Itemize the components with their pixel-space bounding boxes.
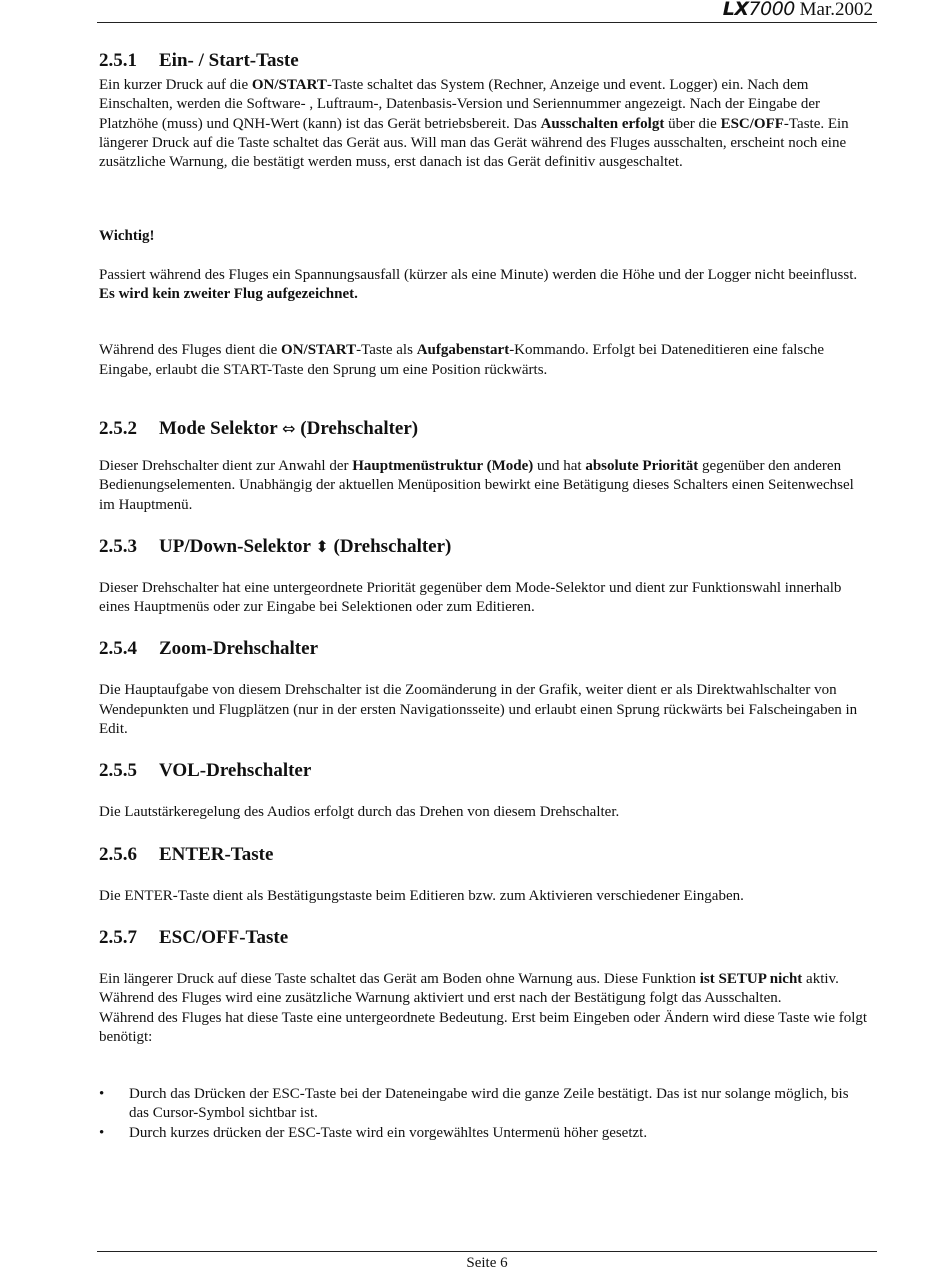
paragraph-zoom: Die Hauptaufgabe von diesem Drehschalter ist die Zoomänderung in der Grafik, weiter dient er als Direktwahlschalter von Wendepunkten und Flugplätzen (nur in der ersten Navigationsseite) und erlaubt einen Sprung rückwärts bei Falscheingaben in Edit. — [99, 682, 858, 738]
text: gegenüber den anderen Bedienungselementen. Unabhängig der aktuellen Menüposition bewirkt eine Betätigung dieses Schalters einen Seitenwechsel im Hauptmenü. — [99, 457, 854, 513]
section-number: 2.5.1 — [99, 50, 137, 71]
section-number: 2.5.5 — [99, 760, 137, 782]
list-item — [99, 1124, 871, 1143]
text: -Taste schaltet das System (Rechner, Anzeige und event. Logger) ein. Nach dem Einschalten, werden die Software- , Luftraum-, Datenbasis-Version und Seriennummer angezeigt. Nach der Eingabe der Platzhöhe (muss) und QNH-Wert (kann) ist das Gerät betriebsbereit. Das — [99, 77, 820, 132]
section-title-suffix: (Drehschalter) — [295, 417, 419, 439]
bullet-icon: • — [99, 1124, 105, 1141]
paragraph-vol: Die Lautstärkeregelung des Audios erfolgt durch das Drehen von diesem Drehschalter. — [99, 804, 620, 821]
text: Dieser Drehschalter dient zur Anwahl der — [99, 457, 353, 474]
section-title: ESC/OFF-Taste — [159, 926, 289, 948]
text: über die — [664, 115, 721, 132]
text: und hat — [533, 457, 586, 474]
section-title-suffix: (Drehschalter) — [328, 535, 452, 557]
list-item-text: Durch das Drücken der ESC-Taste bei der Dateneingabe wird die ganze Zeile bestätigt. Das ist nur solange möglich, bis das Cursor-Symbol sichtbar ist. — [129, 1086, 849, 1122]
section-number: 2.5.4 — [99, 638, 137, 660]
section-title: ENTER-Taste — [159, 843, 274, 865]
bullet-list — [99, 1085, 871, 1143]
paragraph-spannungsausfall — [99, 266, 871, 305]
section-number: 2.5.3 — [99, 535, 137, 557]
page-header — [97, 0, 877, 23]
section-heading-2-5-1 — [99, 49, 871, 73]
list-item-text: Durch kurzes drücken der ESC-Taste wird ein vorgewähltes Untermenü höher gesetzt. — [129, 1124, 648, 1141]
text: -Taste als — [356, 342, 417, 359]
header-right — [723, 0, 873, 21]
logo-number: 7000 — [748, 0, 795, 20]
wichtig-text: Wichtig! — [99, 228, 155, 245]
text: Passiert während des Fluges ein Spannungsausfall (kürzer als eine Minute) werden die Höhe und der Logger nicht beeinflusst. — [99, 266, 858, 283]
document-body — [99, 49, 871, 1143]
paragraph-enter: Die ENTER-Taste dient als Bestätigungstaste beim Editieren bzw. zum Aktivieren verschiedener Eingaben. — [99, 887, 744, 904]
bold-text: Es wird kein zweiter Flug aufgezeichnet. — [99, 286, 358, 303]
bold-text: ist SETUP nicht — [699, 970, 803, 987]
section-heading-2-5-6 — [99, 843, 871, 867]
text: -Taste. Ein längerer Druck auf die Taste schaltet das Gerät aus. Will man das Gerät während des Fluges ausschalten, erscheint noch eine zusätzliche Warnung, die bestätigt werden muss, erst danach ist das Gerät definitiv ausgeschaltet. — [99, 115, 849, 171]
paragraph-esc-usage: Während des Fluges hat diese Taste eine untergeordnete Bedeutung. Erst beim Eingeben oder Ändern wird diese Taste wie folgt benötigt: — [99, 1009, 868, 1045]
section-number: 2.5.2 — [99, 417, 137, 439]
page-number: Seite 6 — [466, 1255, 508, 1271]
logo-lx: LX — [722, 0, 749, 20]
lx7000-logo — [723, 0, 795, 20]
header-date: Mar.2002 — [799, 0, 873, 20]
paragraph-esc-off — [99, 970, 871, 1009]
paragraph-mode-selektor — [99, 457, 871, 515]
page-footer — [97, 1251, 877, 1272]
section-number: 2.5.7 — [99, 926, 137, 948]
paragraph-aufgabenstart — [99, 341, 871, 380]
bold-text: Aufgabenstart — [416, 342, 510, 359]
section-title: Mode Selektor — [159, 417, 283, 439]
bold-text: Hauptmenüstruktur (Mode) — [352, 457, 534, 474]
list-item — [99, 1085, 871, 1124]
bold-text: ON/START — [281, 342, 357, 359]
bold-text: absolute Priorität — [585, 457, 699, 474]
up-down-arrow-icon: ⬍ — [315, 536, 329, 556]
section-title: Zoom-Drehschalter — [159, 638, 319, 660]
section-title: VOL-Drehschalter — [159, 760, 312, 782]
section-heading-2-5-2 — [99, 417, 871, 441]
section-heading-2-5-4 — [99, 637, 871, 661]
text: aktiv. Während des Fluges wird eine zusätzliche Warnung aktiviert und erst nach der Bestätigung folgt das Ausschalten. — [99, 970, 839, 1007]
bold-text: ON/START — [251, 77, 327, 93]
section-heading-2-5-5 — [99, 759, 871, 783]
text: -Kommando. Erfolgt bei Dateneditieren eine falsche Eingabe, erlaubt die START-Taste den Sprung um eine Position rückwärts. — [99, 342, 825, 378]
left-right-arrow-icon: ⇔ — [282, 418, 296, 438]
section-heading-2-5-7 — [99, 926, 871, 950]
section-title: UP/Down-Selektor — [159, 535, 316, 557]
section-heading-2-5-3 — [99, 535, 871, 559]
bold-text: ESC/OFF — [720, 115, 784, 132]
bullet-icon: • — [99, 1086, 105, 1103]
text: Ein längerer Druck auf diese Taste schaltet das Gerät am Boden ohne Warnung aus. Diese Funktion — [99, 970, 700, 987]
paragraph-start-taste — [99, 76, 871, 172]
paragraph-up-down-selektor: Dieser Drehschalter hat eine untergeordnete Priorität gegenüber dem Mode-Selektor und dient zur Funktionswahl innerhalb eines Hauptmenüs oder zur Eingabe bei Selektionen oder zum Editieren. — [99, 579, 842, 616]
text: Während des Fluges dient die — [99, 342, 282, 359]
wichtig-label — [99, 227, 871, 246]
section-number: 2.5.6 — [99, 843, 137, 865]
text: Ein kurzer Druck auf die — [99, 77, 252, 93]
section-title: Ein- / Start-Taste — [159, 50, 299, 71]
bold-text: Ausschalten erfolgt — [540, 115, 665, 132]
